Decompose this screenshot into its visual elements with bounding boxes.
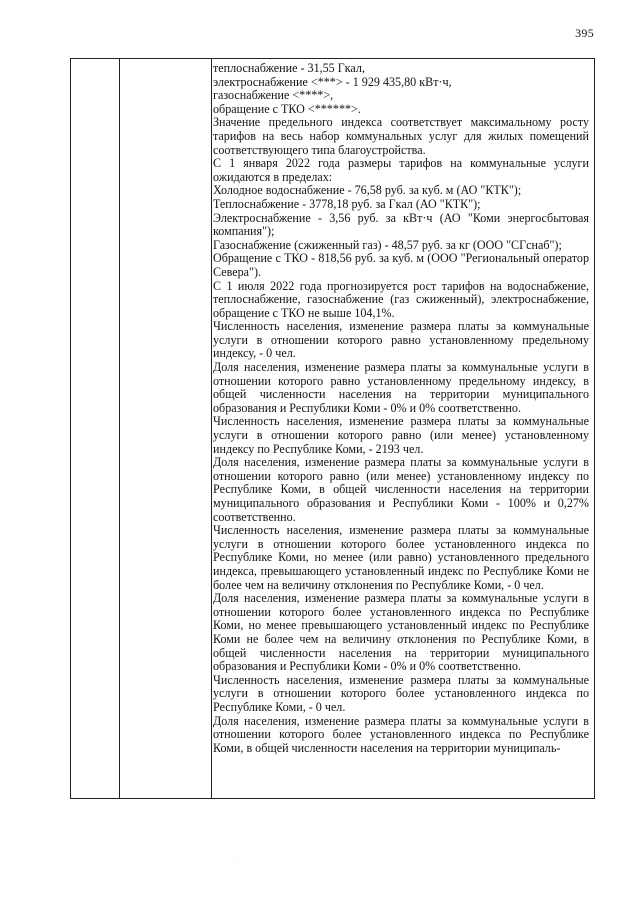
paragraph: обращение с ТКО <******>. [213, 101, 361, 116]
paragraph: газоснабжение <****>, [213, 88, 334, 103]
table-text-cell [213, 62, 589, 755]
paragraph: Численность населения, изменение размера платы за коммунальные услуги в отношении которого равно (или менее) установленному индексу по Республике Коми, - 2193 чел. [213, 414, 589, 456]
paragraph: Холодное водоснабжение - 76,58 руб. за куб. м (АО "КТК"); [213, 183, 522, 198]
paragraph: Численность населения, изменение размера платы за коммунальные услуги в отношении которого более установленного индекса по Республике Коми, - 0 чел. [213, 672, 589, 714]
paragraph: электроснабжение <***> - 1 929 435,80 кВт·ч, [213, 74, 452, 89]
paragraph: Численность населения, изменение размера платы за коммунальные услуги в отношении которого более установленного индекса по Республике Коми, но менее (или равно) установленного предельного индекса, превышающего установленный индекс по Республике Коми не более чем на величину отклонения по Республике Коми, - 0 чел. [213, 523, 589, 592]
paragraph: Электроснабжение - 3,56 руб. за кВт·ч (АО "Коми энергосбытовая компания"); [213, 210, 589, 239]
scan-speck: · [236, 860, 238, 866]
paragraph: теплоснабжение - 31,55 Гкал, [213, 61, 365, 75]
paragraph: С 1 июля 2022 года прогнозируется рост тарифов на водоснабжение, теплоснабжение, газоснабжение (газ сжиженный), электроснабжение, обращение с ТКО не выше 104,1%. [213, 278, 589, 320]
table-column-divider [119, 59, 120, 798]
paragraph: Доля населения, изменение размера платы за коммунальные услуги в отношении которого более установленного индекса по Республике Коми, но менее превышающего установленный индекс по Республике Коми не более чем на величину отклонения по Республике Коми, в общей численности населения на территории муниципального образования и Республики Коми - 0% и 0% соответственно. [213, 591, 589, 674]
page-number: 395 [575, 26, 594, 40]
paragraph: Теплоснабжение - 3778,18 руб. за Гкал (АО "КТК"); [213, 196, 481, 211]
paragraph: Обращение с ТКО - 818,56 руб. за куб. м (ООО "Региональный оператор Севера"). [213, 251, 589, 279]
paragraph: Доля населения, изменение размера платы за коммунальные услуги в отношении которого более установленного индекса по Республике Коми, в общей численности населения на территории муниципаль- [213, 713, 589, 755]
paragraph: Доля населения, изменение размера платы за коммунальные услуги в отношении которого равно (или менее) установленному индексу по Республике Коми, в общей численности населения на территории муниципального образования и Республики Коми - 100% и 0,27% соответственно. [213, 455, 589, 524]
paragraph: Газоснабжение (сжиженный газ) - 48,57 руб. за кг (ООО "СГснаб"); [213, 237, 562, 252]
document-table [70, 58, 595, 799]
table-column-divider [211, 59, 212, 798]
paragraph: Численность населения, изменение размера платы за коммунальные услуги в отношении которого равно установленному предельному индексу, - 0 чел. [213, 319, 589, 361]
paragraph: Доля населения, изменение размера платы за коммунальные услуги в отношении которого равно установленному предельному индексу, в общей численности населения на территории муниципального образования и Республики Коми - 0% и 0% соответственно. [213, 360, 589, 415]
paragraph: Значение предельного индекса соответствует максимальному росту тарифов на весь набор коммунальных услуг для жилых помещений соответствующего типа благоустройства. [213, 115, 589, 157]
paragraph: С 1 января 2022 года размеры тарифов на коммунальные услуги ожидаются в пределах: [213, 156, 589, 184]
